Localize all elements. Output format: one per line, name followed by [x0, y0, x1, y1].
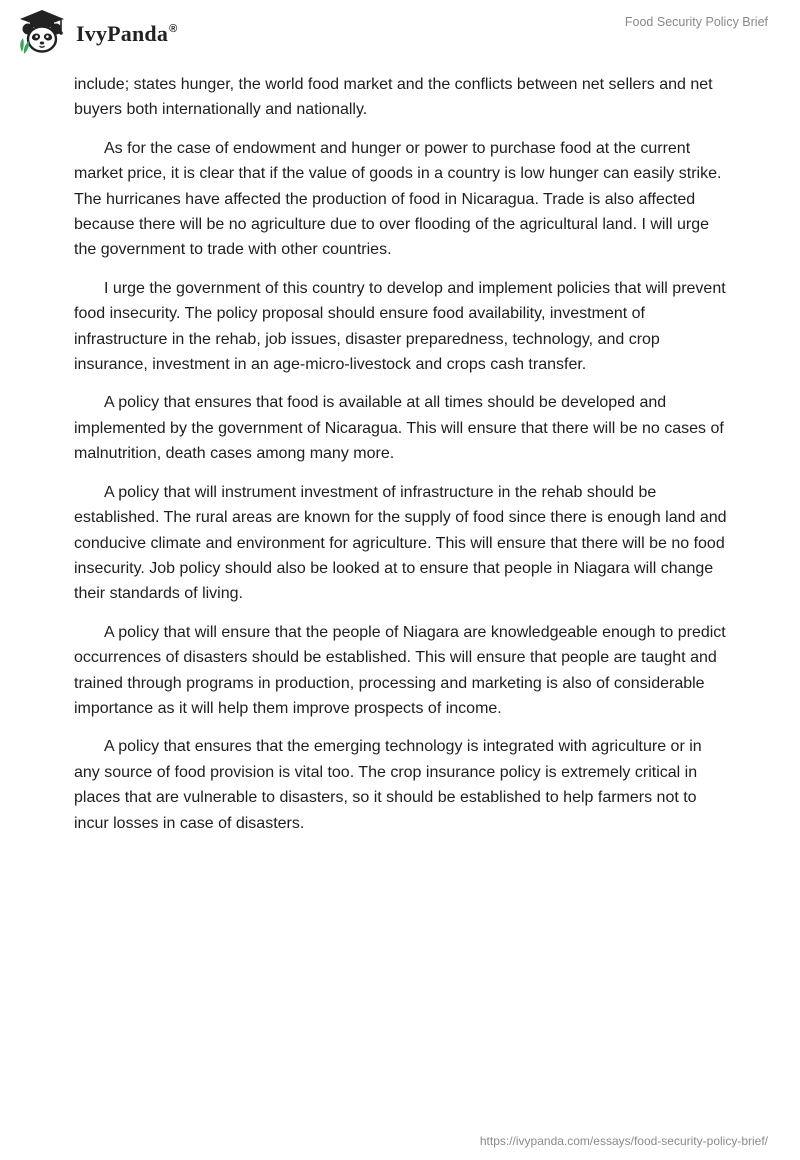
brand-name-text: IvyPanda [76, 21, 169, 46]
paragraph-4: A policy that ensures that food is available at all times should be developed and implemented by the government of Nicaragua. This will ensure that there will be no cases of malnutrition, death cases among many more. [74, 394, 724, 463]
essay-body [74, 72, 729, 849]
panda-graduate-icon [14, 8, 70, 56]
paragraph-5: A policy that will instrument investment of infrastructure in the rehab should be established. The rural areas are known for the supply of food since there is enough land and conducive climate and environment for agriculture. This will ensure that there will be no food insecurity. Job policy should also be looked at to ensure that people in Niagara will change their standards of living. [74, 483, 727, 603]
paragraph-7: A policy that ensures that the emerging technology is integrated with agriculture or in any source of food provision is vital too. The crop insurance policy is extremely critical in places that are vulnerable to disasters, so it should be established to help farmers not to incur losses in case of disasters. [74, 738, 702, 832]
paragraph-1: include; states hunger, the world food market and the conflicts between net sellers and net buyers both internationally and nationally. [74, 76, 713, 119]
document-title: Food Security Policy Brief [624, 15, 768, 29]
paragraph-6: A policy that will ensure that the people of Niagara are knowledgeable enough to predict occurrences of disasters should be established. This will ensure that people are taught and trained through programs in production, processing and marketing is also of considerable importance as it will help them improve prospects of income. [74, 623, 726, 717]
brand-name [76, 21, 177, 47]
page-header [0, 0, 800, 70]
paragraph-3: I urge the government of this country to develop and implement policies that will prevent food insecurity. The policy proposal should ensure food availability, investment of infrastructure in the rehab, job issues, disaster preparedness, technology, and crop insurance, investment in an age-micro-livestock and crops cash transfer. [74, 279, 726, 374]
ivypanda-logo[interactable] [14, 8, 177, 56]
source-url-link[interactable]: https://ivypanda.com/essays/food-security-policy-brief/ [479, 1134, 768, 1148]
registered-mark: ® [169, 23, 178, 35]
paragraph-2: As for the case of endowment and hunger or power to purchase food at the current market price, it is clear that if the value of goods in a country is low hunger can easily strike. The hurricanes have affected the production of food in Nicaragua. Trade is also affected because there will be no agriculture due to over flooding of the agricultural land. I will urge the government to trade with other countries. [74, 139, 722, 259]
